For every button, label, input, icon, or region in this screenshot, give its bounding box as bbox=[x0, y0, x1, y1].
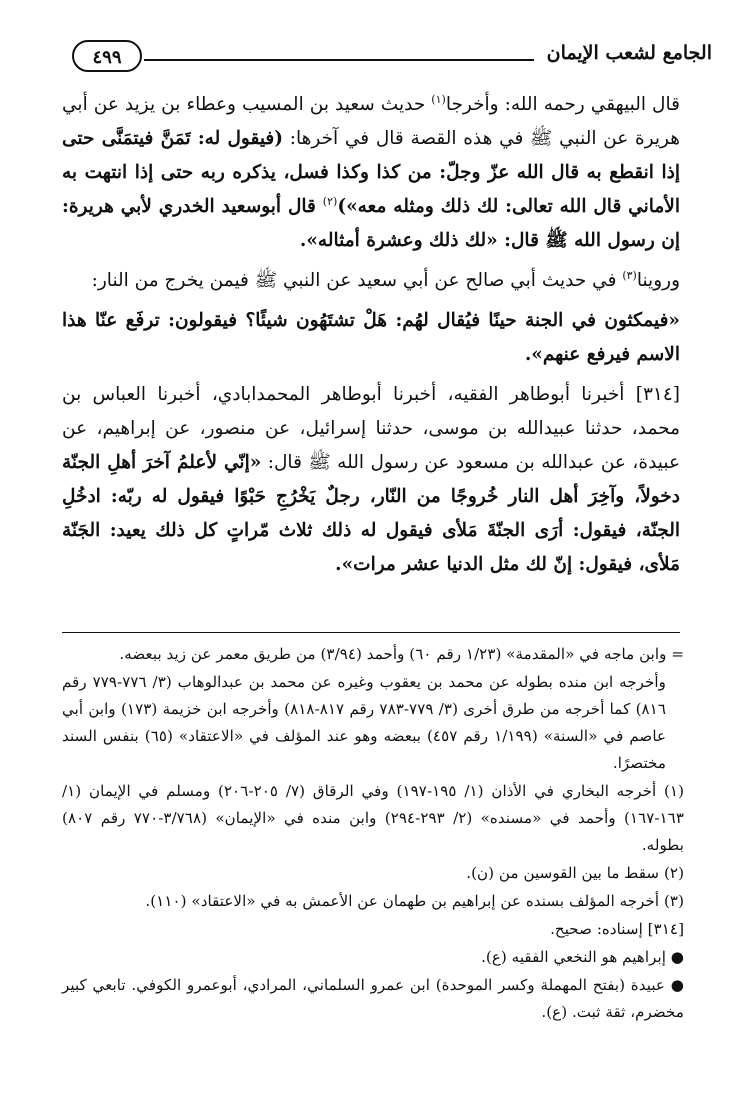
hadith-quote-314: «إنّي لأعلمُ آخرَ أهلِ الجنّة دخولاً، وآخِرَ أهل النار خُروجًا من النّار، رجلٌ يَخْرُجِ حَبْوًا فيقول له ربّه: ادخُلِ الجنّة، فيقول: أرَى الجنّةَ مَلأى فيقول له ذلك ثلاث مّراتٍ كل ذلك يعيد: الجَنّة مَلأى، فيقول: إنّ لك مثل الدنيا عشر مرات». bbox=[62, 452, 680, 575]
footnote-3: (٣) أخرجه المؤلف بسنده عن إبراهيم بن طهمان عن الأعمش به في «الاعتقاد» (١١٠). bbox=[145, 892, 684, 910]
footnotes-divider bbox=[62, 632, 680, 633]
footnote-ref-3: (٣) bbox=[622, 268, 637, 282]
footnote-continued-1: = وابن ماجه في «المقدمة» (١/٢٣ رقم ٦٠) وأحمد (٣/٩٤) من طريق معمر عن زيد ببعضه. bbox=[119, 645, 684, 663]
main-text bbox=[62, 88, 680, 588]
paragraph-314 bbox=[62, 378, 680, 582]
narrator-note-1: ● إبراهيم هو النخعي الفقيه (ع). bbox=[481, 948, 684, 966]
hadith-quote-1: (فيقول له: تَمَنَّ فيتمَنَّى حتى إذا انقطع به قال الله عزّ وجلّ: من كذا وكذا فسل، يذكره ربه حتى إذا انتهت به الأماني قال الله تعالى: لك ذلك ومثله معه») bbox=[62, 128, 680, 217]
hadith-quote-3: «فيمكثون في الجنة حينًا فيُقال لهُم: هَلْ تشتَهُون شيئًا؟ فيقولون: ترفَع عنّا هذا الاسم فيرفع عنهم». bbox=[62, 310, 680, 365]
page-header bbox=[72, 40, 712, 78]
paragraph-2: وروينا$^{(٣)}$ في حديث أبي صالح عن أبي سعيد عن النبي ﷺ فيمن يخرج من النار: bbox=[91, 268, 680, 291]
footnotes bbox=[62, 641, 684, 1027]
page-number: ٤٩٩ bbox=[72, 40, 142, 72]
hadith-quote-2: «لك ذلك وعشرة أمثاله». bbox=[299, 230, 498, 251]
paragraph-1: قال البيهقي رحمه الله: وأخرجا$^{(١)}$ حديث سعيد بن المسيب وعطاء بن يزيد عن أبي هريرة عن النبي ﷺ في هذه القصة قال في آخرها: (فيقول له: تَمَنَّ فيتمَنَّى حتى إذا انقطع به قال الله عزّ وجلّ: من كذا وكذا فسل، يذكره ربه حتى إذا انتهت به الأماني قال الله تعالى: لك ذلك ومثله معه»)$^{(٢)}$ قال أبوسعيد الخدري لأبي هريرة: إن رسول الله ﷺ قال: «لك ذلك وعشرة أمثاله». bbox=[62, 92, 681, 251]
header-rule bbox=[144, 59, 534, 61]
footnote-2: (٢) سقط ما بين القوسين من (ن). bbox=[466, 864, 684, 882]
footnote-1: (١) أخرجه البخاري في الأذان (١/ ١٩٥-١٩٧) وفي الرقاق (٧/ ٢٠٥-٢٠٦) ومسلم في الإيمان (١/ ١٦٣-١٦٧) وأحمد في «مسنده» (٢/ ٢٩٣-٢٩٤) وابن منده في «الإيمان» (٣/٧٦٨-٧٧٠ رقم ٨٠٧) بطوله. bbox=[62, 782, 685, 854]
isnad-chain: [٣١٤] أخبرنا أبوطاهر الفقيه، أخبرنا أبوطاهر المحمدابادي، أخبرنا العباس بن محمد، حدثنا عبيدالله بن موسى، حدثنا إسرائيل، عن منصور، عن إبراهيم، عن عبيدة، عن عبدالله بن مسعود عن رسول الله ﷺ قال: bbox=[62, 384, 680, 473]
footnote-continued-2: وأخرجه ابن منده بطوله عن محمد بن يعقوب وغيره عن محمد بن عبدالوهاب (٣/ ٧٧٦-٧٧٩ رقم ٨١٦) كما أخرجه من طرق أخرى (٣/ ٧٧٩-٧٨٣ رقم ٨١٧-٨١٨) وأخرجه ابن خزيمة (١٧٣) وابن أبي عاصم في «السنة» (١/١٩٩ رقم ٤٥٧) ببعضه وهو عند المؤلف في «الاعتقاد» (٦٥) بنفس السند مختصرًا. bbox=[62, 673, 667, 772]
running-title: الجامع لشعب الإيمان bbox=[546, 42, 712, 64]
footnote-ref-2: (٢) bbox=[322, 194, 338, 208]
narrator-note-2: ● عبيدة (بفتح المهملة وكسر الموحدة) ابن عمرو السلماني، المرادي، أبوعمرو الكوفي. تابعي كبير مخضرم، ثقة ثبت. (ع). bbox=[62, 976, 684, 1021]
isnad-grade: [٣١٤] إسناده: صحيح. bbox=[550, 920, 684, 938]
footnote-ref-1: (١) bbox=[431, 92, 446, 106]
